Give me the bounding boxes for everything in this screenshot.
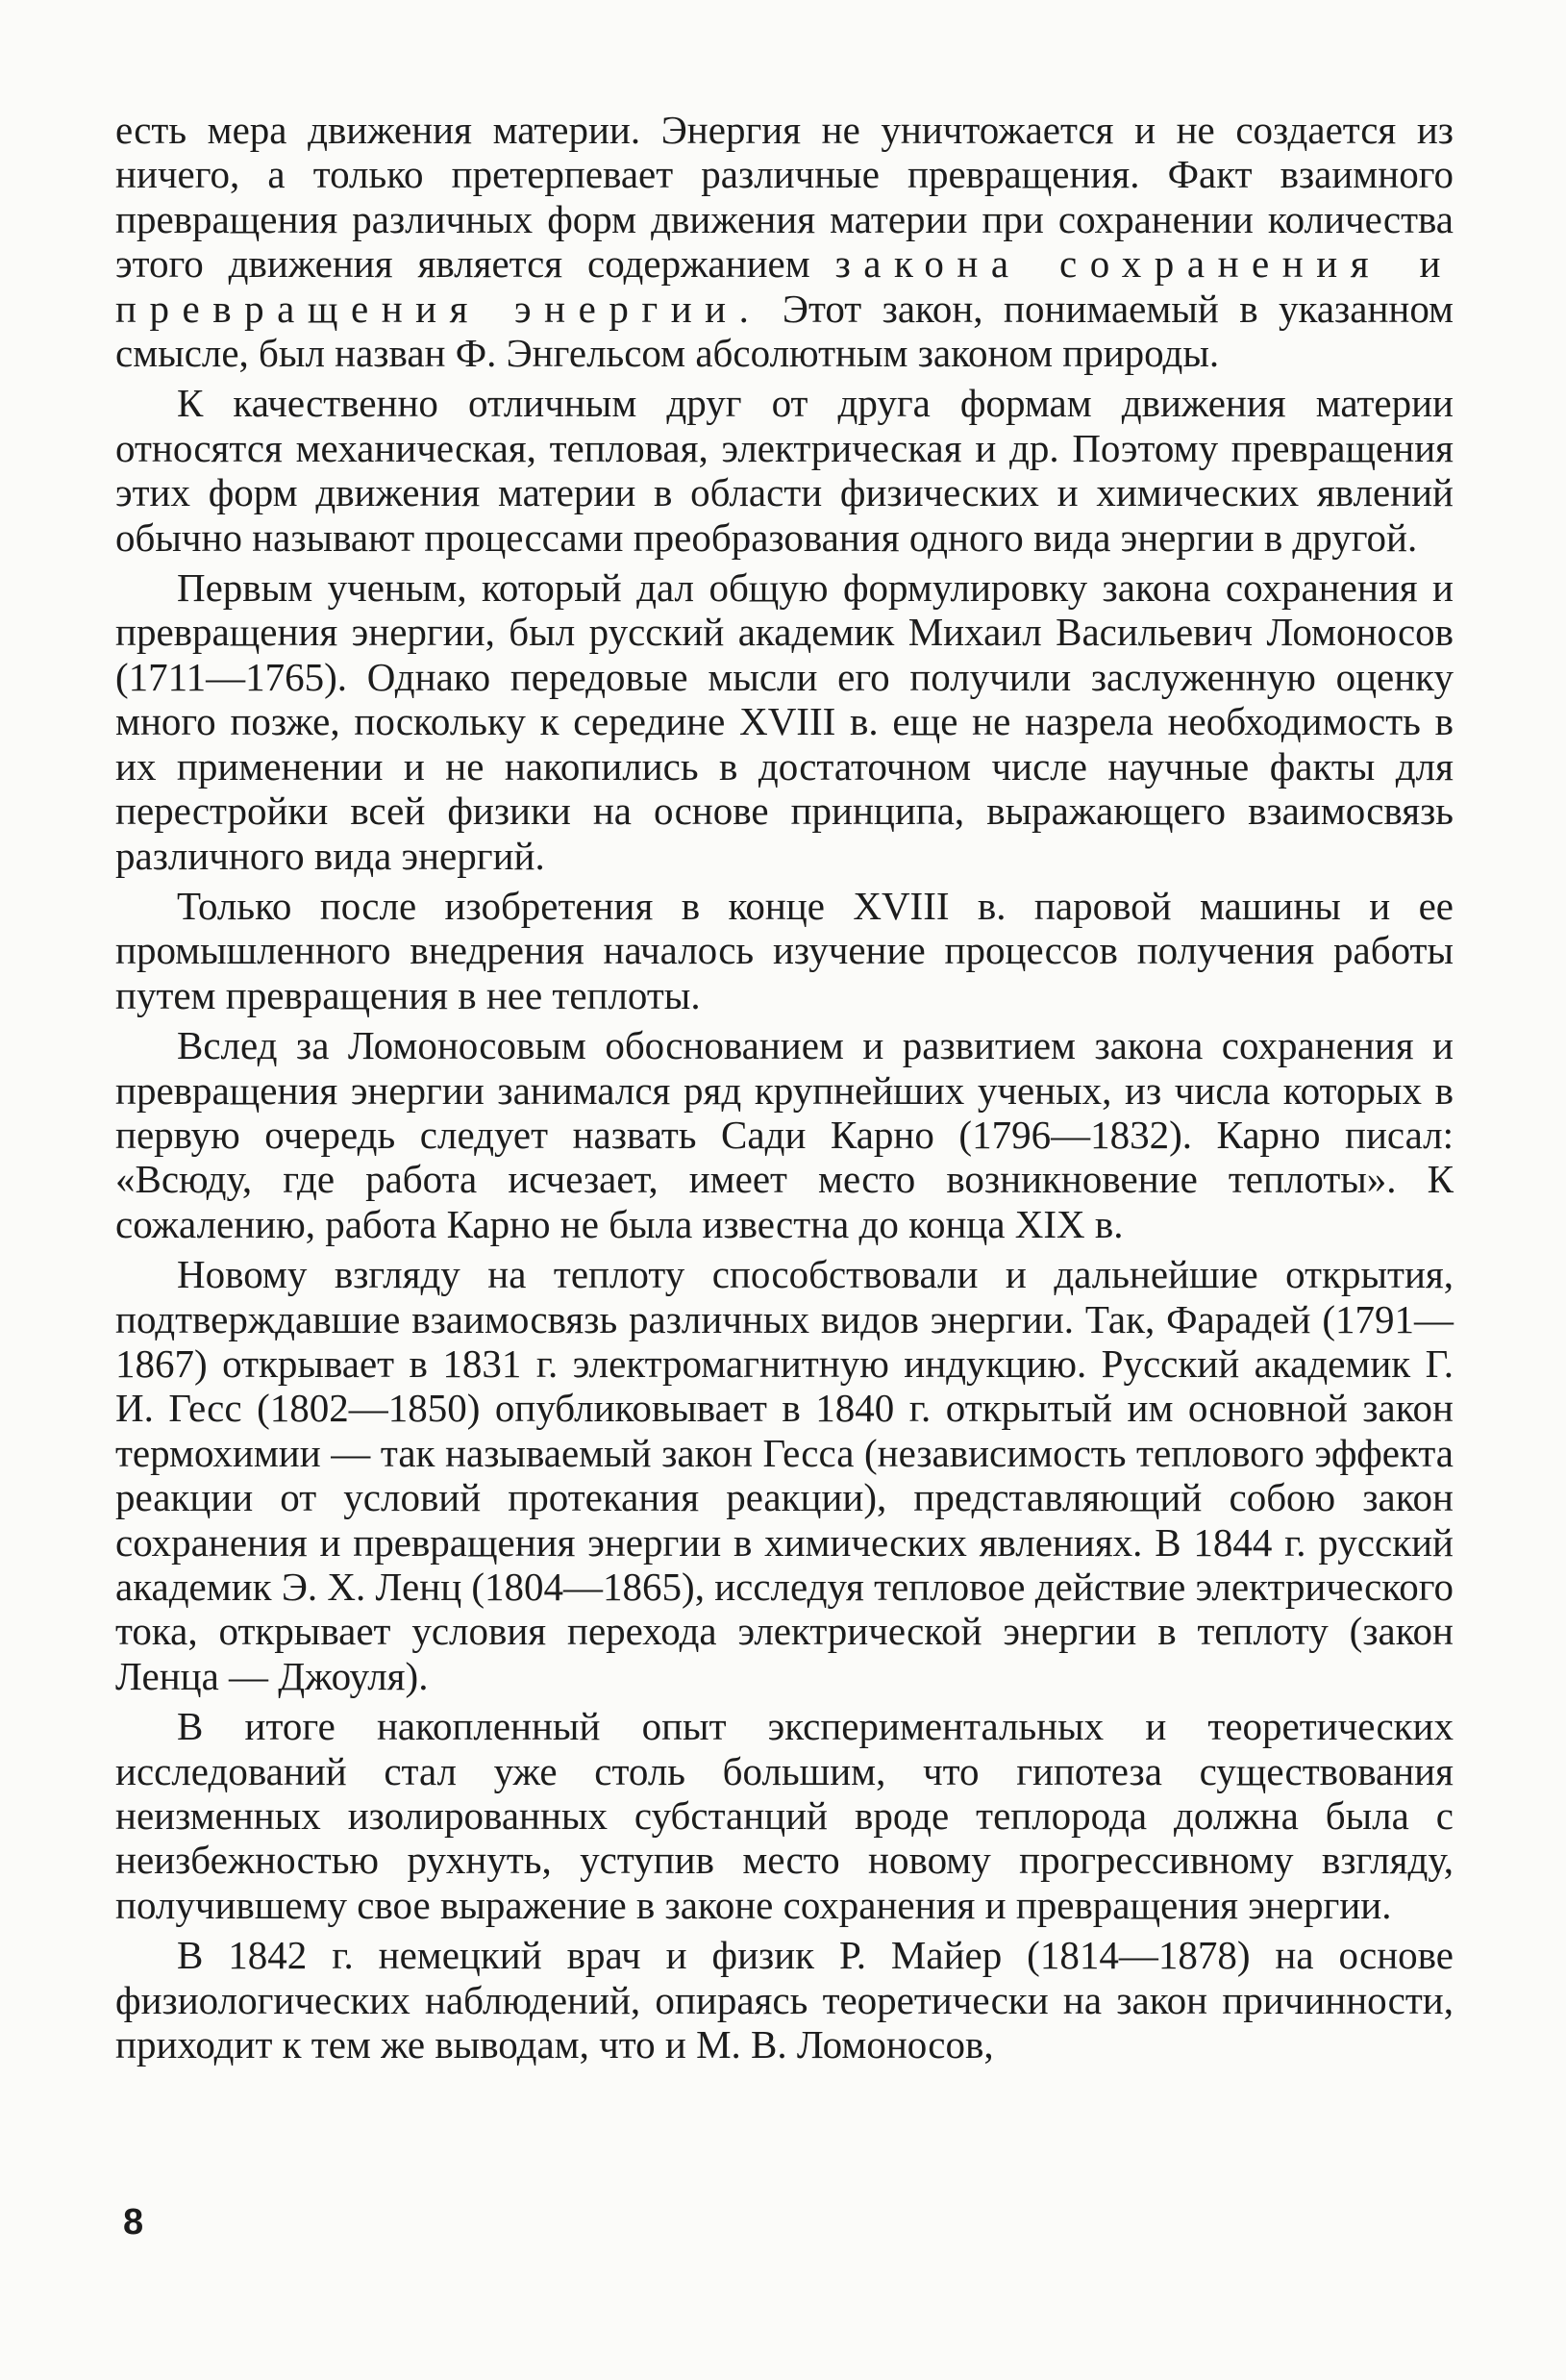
- paragraph-1-end: Этот закон, понимаемый в указанном смысле, был назван Ф. Энгельсом абсолютным законом природы.: [115, 286, 1454, 376]
- emphasized-law-name: закона сохранения и превращения энергии.: [115, 241, 1454, 331]
- paragraph-2: К качественно отличным друг от друга формам движения материи относятся механическая, тепловая, электрическая и др. Поэтому превращения этих форм движения материи в области физических и химических явлений обычно называют процессами преобразования одного вида энергии в другой.: [115, 381, 1454, 560]
- paragraph-6: Новому взгляду на теплоту способствовали и дальнейшие открытия, подтверждавшие взаимосвязь различных видов энергии. Так, Фарадей (1791—1867) открывает в 1831 г. электромагнитную индукцию. Русский академик Г. И. Гесс (1802—1850) опубликовывает в 1840 г. открытый им основной закон термохимии — так называемый закон Гесса (независимость теплового эффекта реакции от условий протекания реакции), представляющий собою закон сохранения и превращения энергии в химических явлениях. В 1844 г. русский академик Э. Х. Ленц (1804—1865), исследуя тепловое действие электрического тока, открывает условия перехода электрической энергии в теплоту (закон Ленца — Джоуля).: [115, 1252, 1454, 1698]
- paragraph-5: Вслед за Ломоносовым обоснованием и развитием закона сохранения и превращения энергии занимался ряд крупнейших ученых, из числа которых в первую очередь следует назвать Сади Карно (1796—1832). Карно писал: «Всюду, где работа исчезает, имеет место возникновение теплоты». К сожалению, работа Карно не была известна до конца XIX в.: [115, 1023, 1454, 1246]
- paragraph-4: Только после изобретения в конце XVIII в. паровой машины и ее промышленного внедрения началось изучение процессов получения работы путем превращения в нее теплоты.: [115, 883, 1454, 1017]
- page-number: 8: [123, 2202, 144, 2242]
- paragraph-1-start: есть мера движения материи. Энергия не уничтожается и не создается из ничего, а только претерпевает различные превращения. Факт взаимного превращения различных форм движения материи при сохранении количества этого движения является содержанием: [115, 108, 1454, 287]
- paragraph-7: В итоге накопленный опыт экспериментальных и теоретических исследований стал уже столь большим, что гипотеза существования неизменных изолированных субстанций вроде теплорода должна была с неизбежностью рухнуть, уступив место новому прогрессивному взгляду, получившему свое выражение в законе сохранения и превращения энергии.: [115, 1704, 1454, 1927]
- paragraph-3: Первым ученым, который дал общую формулировку закона сохранения и превращения энергии, был русский академик Михаил Васильевич Ломоносов (1711—1765). Однако передовые мысли его получили заслуженную оценку много позже, поскольку к середине XVIII в. еще не назрела необходимость в их применении и не накопились в достаточном числе научные факты для перестройки всей физики на основе принципа, выражающего взаимосвязь различного вида энергий.: [115, 565, 1454, 878]
- paragraph-8: В 1842 г. немецкий врач и физик Р. Майер (1814—1878) на основе физиологических наблюдений, опираясь теоретически на закон причинности, приходит к тем же выводам, что и М. В. Ломоносов,: [115, 1933, 1454, 2067]
- paragraph-1: [115, 108, 1454, 375]
- main-text: [115, 108, 1454, 2072]
